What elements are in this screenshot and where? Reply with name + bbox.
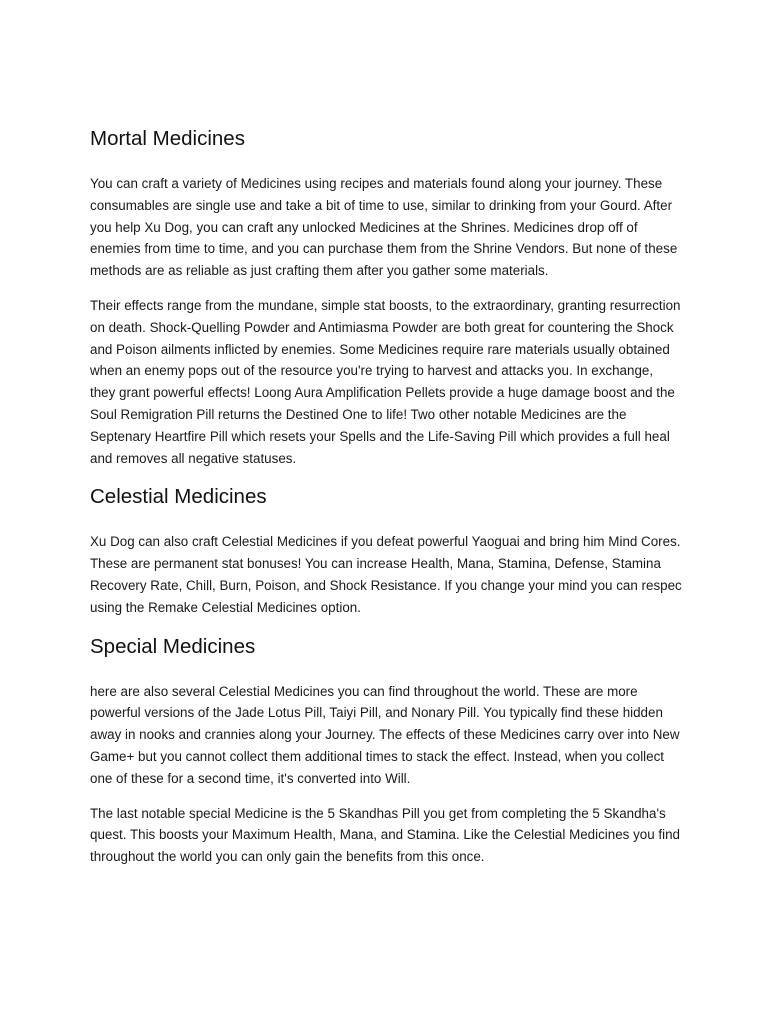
document-page — [90, 124, 682, 881]
heading-mortal-medicines: Mortal Medicines — [90, 127, 245, 150]
heading-special-medicines: Special Medicines — [90, 634, 256, 658]
section-celestial-medicines — [90, 482, 682, 618]
paragraph: Xu Dog can also craft Celestial Medicines if you defeat powerful Yaoguai and bring him Mind Cores. These are permanent stat bonuses! You can increase Health, Mana, Stamina, Defense, Stamina Recovery Rate, Chill, Burn, Poison, and Shock Resistance. If you change your mind you can respec using the Remake Celestial Medicines option. — [90, 534, 682, 615]
heading-celestial-medicines: Celestial Medicines — [90, 485, 267, 509]
paragraph: The last notable special Medicine is the 5 Skandhas Pill you get from completing the 5 Skandha's quest. This boosts your Maximum Health, Mana, and Stamina. Like the Celestial Medicines you find throughout the world you can only gain the benefits from this once. — [90, 805, 680, 865]
paragraph: You can craft a variety of Medicines using recipes and materials found along your journey. These consumables are single use and take a bit of time to use, similar to drinking from your Gourd. After you help Xu Dog, you can craft any unlocked Medicines at the Shrines. Medicines drop off of enemies from time to time, and you can purchase them from the Shrine Vendors. But none of these methods are as reliable as just crafting them after you gather some materials. — [90, 176, 678, 279]
section-mortal-medicines — [90, 124, 682, 469]
paragraph: here are also several Celestial Medicines you can find throughout the world. These are more powerful versions of the Jade Lotus Pill, Taiyi Pill, and Nonary Pill. You typically find these hidden away in nooks and crannies along your Journey. The effects of these Medicines carry over into New Game+ but you cannot collect them additional times to stack the effect. Instead, when you collect one of these for a second time, it's converted into Will. — [90, 683, 680, 786]
section-special-medicines — [90, 632, 682, 868]
paragraph: Their effects range from the mundane, simple stat boosts, to the extraordinary, granting resurrection on death. Shock-Quelling Powder and Antimiasma Powder are both great for countering the Shock and Poison ailments inflicted by enemies. Some Medicines require rare materials usually obtained when an enemy pops out of the resource you're trying to harvest and attacks you. In exchange, they grant powerful effects! Loong Aura Amplification Pellets provide a huge damage boost and the Soul Remigration Pill returns the Destined One to life! Two other notable Medicines are the Septenary Heartfire Pill which resets your Spells and the Life-Saving Pill which provides a full heal and removes all negative statuses. — [90, 297, 681, 466]
